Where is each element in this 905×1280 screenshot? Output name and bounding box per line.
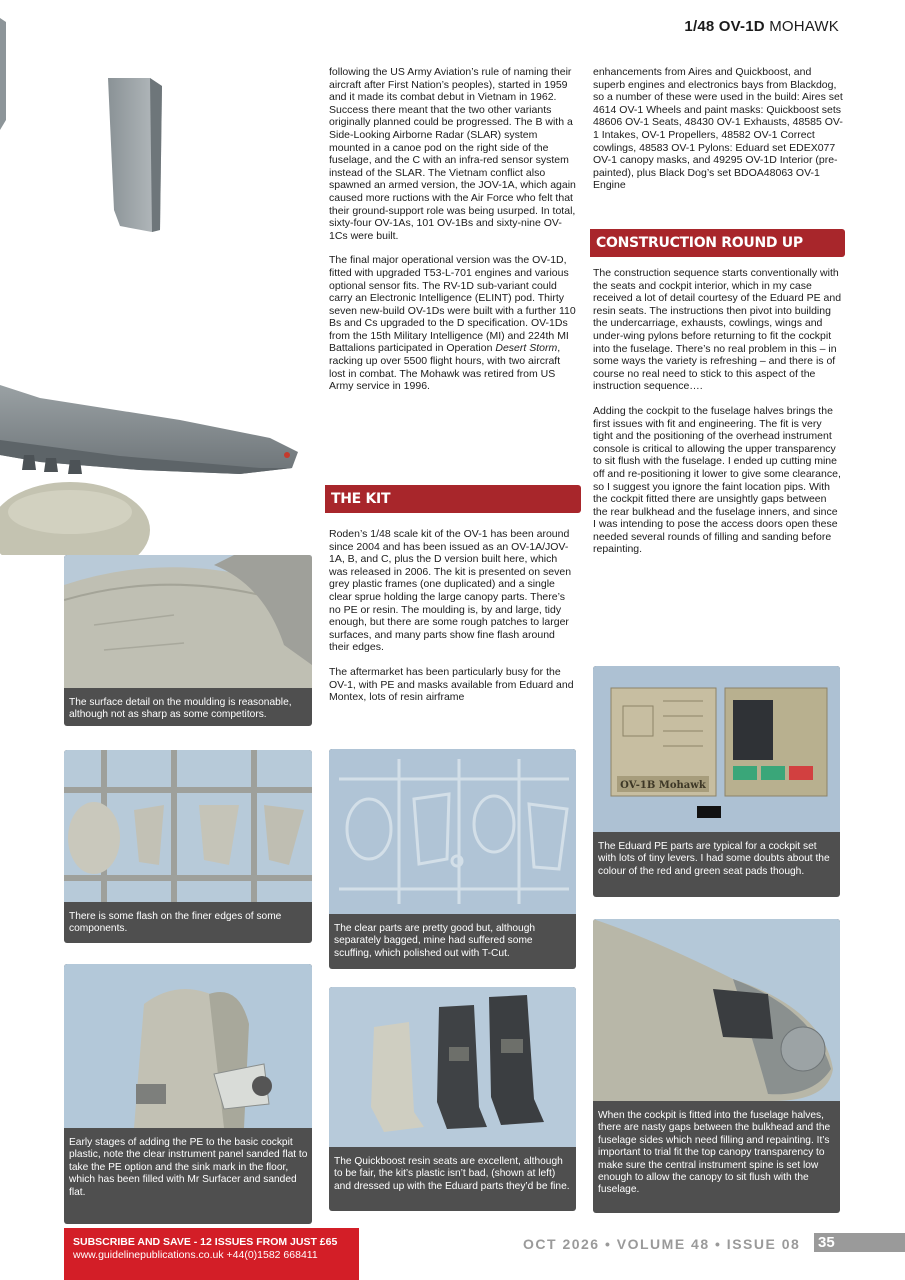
- kit-text: [329, 528, 577, 716]
- caption-fuselage: When the cockpit is fitted into the fuselage halves, there are nasty gaps between the bulkhead and the fuselage sides which need filling and repainting. It’s important to trial fit the top canopy transparency to make sure the central instrument spine is set low enough to allow the canopy to sit flush with the fuselage.: [598, 1110, 831, 1196]
- para-history: following the US Army Aviation’s rule of naming their aircraft after First Nation’s peoples), started in 1959 and it made its combat debut in Vietnam in 1962. Success there meant that the two other variants originally planned could be progressed. The B with a Side-Looking Airborne Radar (SLAR) system mounted in a canoe pod on the right side of the fuselage, and the C with an infra-red sensor system instead of the SLAR. The Vietnam conflict also spawned an armed version, the JOV-1A, which again caused more ructions with the Air Force who felt that their ground-support role was being usurped. In total, sixty-four OV-1As, 101 OV-1Bs and sixty-nine OV-1Cs were built.: [329, 66, 576, 242]
- aircraft-hero-photo: [0, 0, 320, 555]
- fuselage-image: [593, 919, 840, 1101]
- photo-early-stages: [64, 964, 312, 1224]
- clear-parts-image: [329, 749, 576, 914]
- eduard-pe-image: [593, 666, 840, 832]
- header-name: MOHAWK: [769, 18, 839, 35]
- photo-flash: [64, 750, 312, 943]
- page-number: 35: [818, 1234, 835, 1251]
- caption-pe: The Eduard PE parts are typical for a cockpit set with lots of tiny levers. I had some doubts about the colour of the red and green seat pads though.: [598, 841, 830, 877]
- photo-eduard-pe: [593, 666, 840, 897]
- construction-para-2: Adding the cockpit to the fuselage halves brings the first issues with fit and engineering. The fit is very tight and the positioning of the overhead instrument console is critical to allowing the upper transparency to sit flush with the fuselage. I ended up cutting mine off and re-positioning it lower to give some clearance, so I suggest you ignore the faint location pips. With the cockpit fitted there are unsightly gaps between the rear bulkhead and the fuselage inners, and since I was intending to pose the access doors open these needed several rounds of filling and sanding before repainting.: [593, 404, 841, 556]
- page-header: [684, 18, 839, 35]
- subscribe-text: SUBSCRIBE AND SAVE - 12 ISSUES FROM JUST £65: [73, 1236, 338, 1248]
- pe-fret-label: OV-1B Mohawk: [620, 780, 706, 791]
- construction-text: [593, 267, 843, 568]
- caption-early: Early stages of adding the PE to the basic cockpit plastic, note the clear instrument panel sanded flat to take the PE option and the sink mark in the floor, which has been filled with Mr Surfacer and sanded flat.: [69, 1137, 308, 1198]
- caption-clear: The clear parts are pretty good but, although separately bagged, mine had suffered some scuffing, which polished out with T-Cut.: [334, 923, 536, 959]
- subscribe-banner[interactable]: [64, 1228, 359, 1280]
- column-1-text: [329, 66, 577, 405]
- header-scale: 1/48: [684, 18, 715, 35]
- surface-detail-image: [64, 555, 312, 688]
- construction-para-1: The construction sequence starts conventionally with the seats and cockpit interior, which in my case received a lot of detail courtesy of the Eduard PE and resin seats. The instructions then pivot into building the undercarriage, exhausts, cowlings, wings and under-wing pylons before returning to fit the cockpit into the fuselage. There’s no real problem in this – in some ways the variety is refreshing – and there is of course no real need to stick to this aspect of the instruction sequence….: [593, 267, 842, 393]
- caption-surface: The surface detail on the moulding is reasonable, although not as sharp as some competitors.: [69, 697, 292, 721]
- caption-seats: The Quickboost resin seats are excellent, although to be fair, the kit’s plastic isn’t bad, (shown at left) and dressed up with the Eduard parts they’d be fine.: [334, 1156, 570, 1192]
- photo-resin-seats: [329, 987, 576, 1211]
- kit-para-2: The aftermarket has been particularly busy for the OV-1, with PE and masks available from Eduard and Montex, lots of resin airframe: [329, 665, 574, 704]
- aftermarket-para: enhancements from Aires and Quickboost, and superb engines and electronics bays from Blackdog, so a number of these were used in the build: Aires set 4614 OV-1 Wheels and paint masks: Quickboost sets 48606 OV-1 Seats, 48430 OV-1 Exhausts, 48585 OV-1 Intakes, OV-1 Propellers, 48582 OV-1 Correct cowlings, 48583 OV-1 Pylons: Eduard set EDEX077 OV-1 canopy masks, and 49295 OV-1D Interior (pre-painted), plus Black Dog’s set BDOA48063 OV-1 Engine: [593, 66, 843, 192]
- flash-sprue-image: [64, 750, 312, 902]
- caption-flash: There is some flash on the finer edges of some components.: [69, 911, 282, 935]
- subscribe-contact: www.guidelinepublications.co.uk +44(0)1582 668411: [73, 1249, 318, 1261]
- page-number-bar: [814, 1233, 905, 1252]
- early-stages-image: [64, 964, 312, 1128]
- kit-heading: THE KIT: [325, 485, 581, 513]
- para-ov1d: [329, 254, 577, 393]
- resin-seats-image: [329, 987, 576, 1147]
- kit-para-1: Roden’s 1/48 scale kit of the OV-1 has been around since 2004 and has been issued as an OV-1A/JOV-1A, B, and C, plus the D version built here, which was released in 2006. The kit is presented on seven grey plastic frames (one duplicated) and a single clear sprue holding the large canopy parts. There’s no PE or resin. The moulding is, by and large, tidy enough, but there are some rough patches to larger surfaces, and many parts show fine flash around their edges.: [329, 528, 572, 654]
- photo-surface-detail: [64, 555, 312, 726]
- operation-name: Desert Storm: [495, 342, 558, 355]
- construction-heading: CONSTRUCTION ROUND UP: [590, 229, 845, 257]
- column-3-text: [593, 66, 843, 204]
- header-model: OV-1D: [718, 18, 765, 35]
- issue-info: OCT 2026 • VOLUME 48 • ISSUE 08: [523, 1236, 801, 1252]
- para-ov1d-part1: The final major operational version was the OV-1D, fitted with upgraded T53-L-701 engines and various optional sensor fits. The RV-1D sub-variant could carry an Electronic Intelligence (ELINT) pod. Thirty seven new-build OV-1Ds were built with a further 110 Bs and Cs upgraded to the D specification. OV-1Ds from the 15th Military Intelligence (MI) and 224th MI Battalions participated in Operation: [329, 254, 576, 355]
- photo-fuselage: [593, 919, 840, 1213]
- photo-clear-parts: [329, 749, 576, 969]
- para-ov1d-part2: , racking up over 5500 flight hours, with two aircraft lost in combat. The Mohawk was retired from US Army service in 1996.: [329, 342, 561, 393]
